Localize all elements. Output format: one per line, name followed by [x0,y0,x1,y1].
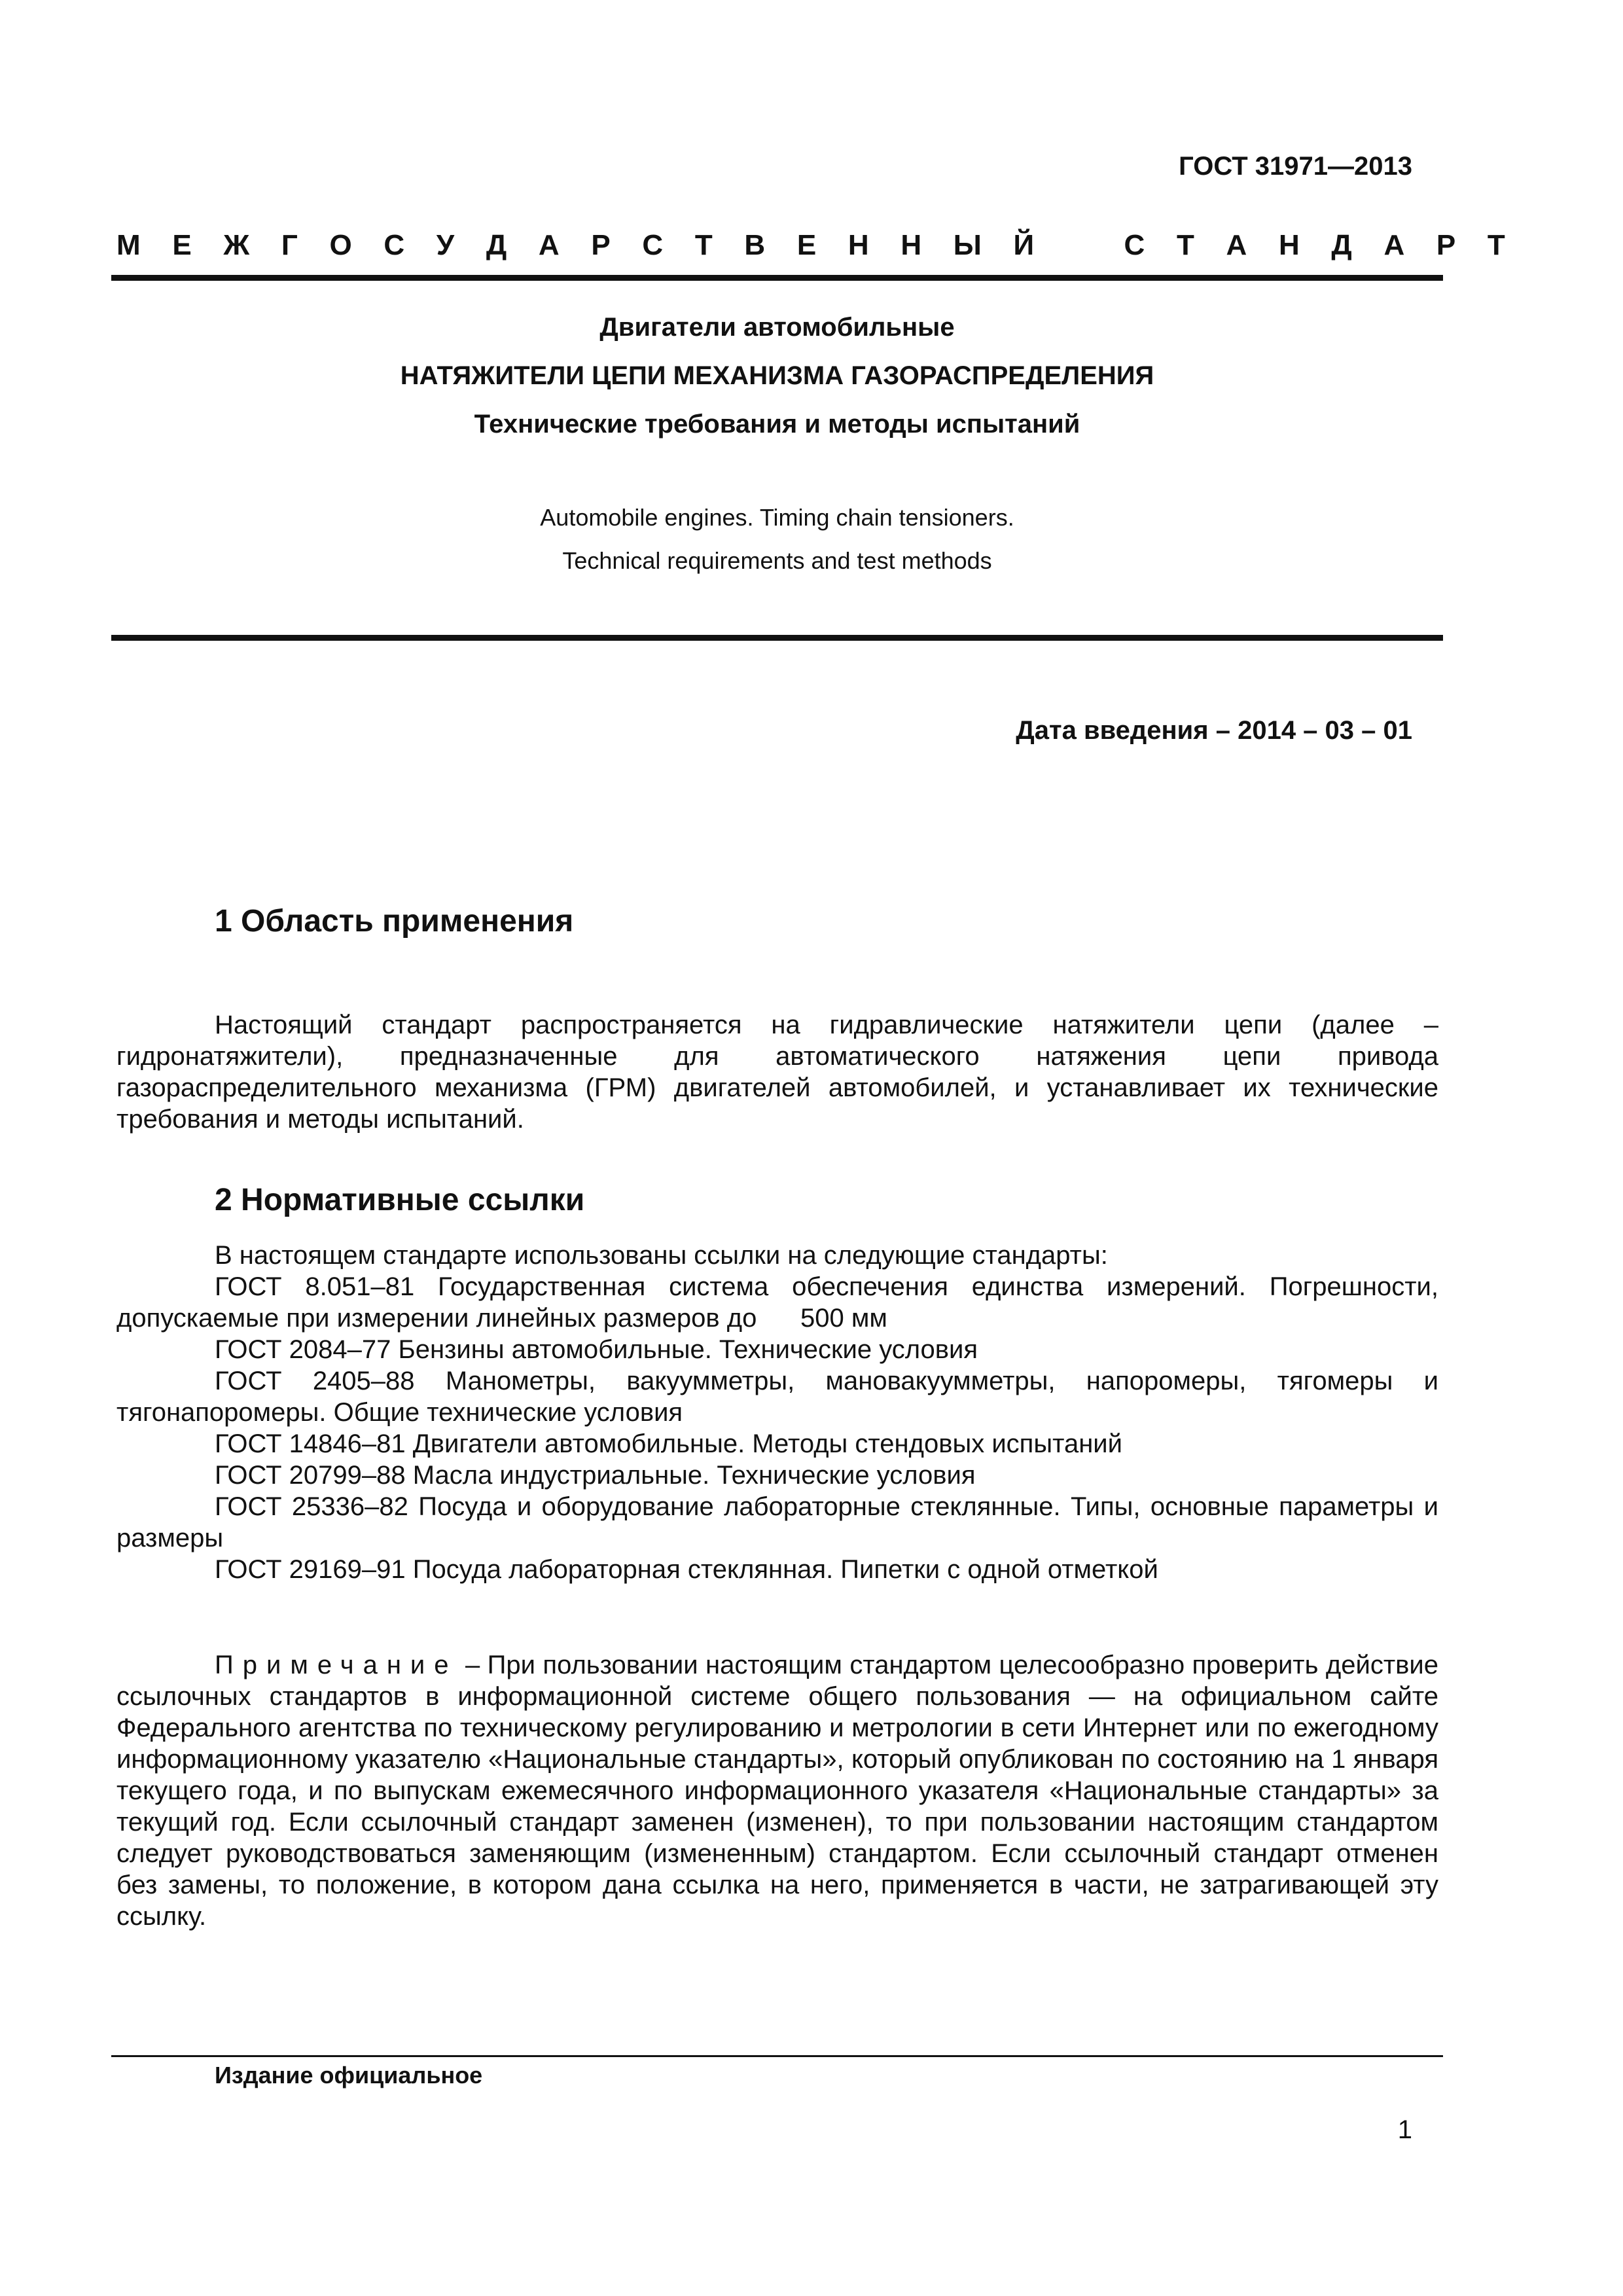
title-bottom-rule [111,635,1443,641]
heading-letter: О [329,229,352,261]
date-of-introduction: Дата введения – 2014 – 03 – 01 [1016,716,1412,745]
title-line-3: Технические требования и методы испытаний [474,410,1080,439]
heading-letter: Д [486,229,507,261]
heading-letter: Ж [223,229,250,261]
heading-letter: С [642,229,664,261]
note-paragraph [116,1649,1438,1932]
heading-letter: Е [796,229,817,261]
heading-gap [1066,229,1092,262]
heading-letter: Н [847,229,869,261]
heading-letter: С [1124,229,1145,261]
heading-letter: Н [1278,229,1300,261]
section-2-intro: В настоящем стандарте использованы ссылки на следующие стандарты: [215,1241,1108,1270]
heading-letter: Т [1176,229,1194,261]
official-edition-label: Издание официальное [215,2062,483,2089]
reference-item: ГОСТ 29169–91 Посуда лабораторная стеклянная. Пипетки с одной отметкой [215,1555,1158,1584]
heading-letter: Р [591,229,611,261]
heading-letter: Й [1013,229,1035,261]
heading-letter: С [383,229,405,261]
section-1-text: Настоящий стандарт распространяется на гидравлические натяжители цепи (далее – гидронатяжители), предназначенные для автоматического натяжения цепи привода газораспределительного механизма (ГРМ) двигателей автомобилей, и устанавливает их технические требования и методы испытаний. [116,1011,1438,1134]
page-number: 1 [1397,2115,1412,2144]
title-english-1: Automobile engines. Timing chain tensioners. [540,504,1014,531]
reference-item: ГОСТ 25336–82 Посуда и оборудование лабораторные стеклянные. Типы, основные параметры и размеры [116,1492,1438,1552]
note-label: Примечание [215,1651,458,1679]
reference-item: ГОСТ 2405–88 Манометры, вакуумметры, мановакуумметры, напоромеры, тягомеры и тягонапоромеры. Общие технические условия [116,1367,1438,1427]
footer-rule [111,2055,1443,2057]
reference-item: ГОСТ 14846–81 Двигатели автомобильные. Методы стендовых испытаний [215,1429,1122,1458]
heading-letter: Н [901,229,922,261]
heading-letter: Ы [953,229,982,261]
heading-letter: Т [694,229,713,261]
title-line-1: Двигатели автомобильные [599,313,955,342]
heading-letter: В [744,229,766,261]
reference-item: ГОСТ 8.051–81 Государственная система обеспечения единства измерений. Погрешности, допускаемые при измерении линейных размеров до 500 мм [116,1272,1446,1333]
title-english-2: Technical requirements and test methods [562,547,992,574]
heading-letter: А [1226,229,1247,261]
gost-number: ГОСТ 31971—2013 [1179,152,1412,181]
section-2-heading: 2 Нормативные ссылки [215,1183,585,1217]
heading-letter: Г [281,229,298,261]
heading-letter: А [1383,229,1405,261]
title-line-2: НАТЯЖИТЕЛИ ЦЕПИ МЕХАНИЗМА ГАЗОРАСПРЕДЕЛЕНИЯ [400,361,1154,390]
heading-letter: Т [1487,229,1505,261]
interstate-standard-heading [116,229,1505,262]
reference-item: ГОСТ 20799–88 Масла индустриальные. Технические условия [215,1461,976,1490]
heading-letter: Е [172,229,192,261]
heading-letter: М [116,229,141,261]
heading-letter: Р [1436,229,1456,261]
heading-letter: А [538,229,560,261]
section-1-heading: 1 Область применения [215,904,574,939]
top-rule [111,275,1443,281]
note-text: – При пользовании настоящим стандартом целесообразно проверить действие ссылочных стандартов в информационной системе общего пользования — на официальном сайте Федерального агентства по техническому регулированию и метрологии в сети Интернет или по ежегодному информационному указателю «Национальные стандарты», который опубликован по состоянию на 1 января текущего года, и по выпускам ежемесячного информационного указателя «Национальные стандарты» за текущий год. Если ссылочный стандарт заменен (изменен), то при пользовании настоящим стандартом следует руководствоваться заменяющим (измененным) стандартом. Если ссылочный стандарт отменен без замены, то положение, в котором дана ссылка на него, применяется в части, не затрагивающей эту ссылку. [116,1651,1438,1931]
heading-letter: У [436,229,455,261]
heading-letter: Д [1331,229,1352,261]
reference-item: ГОСТ 2084–77 Бензины автомобильные. Технические условия [215,1335,978,1364]
